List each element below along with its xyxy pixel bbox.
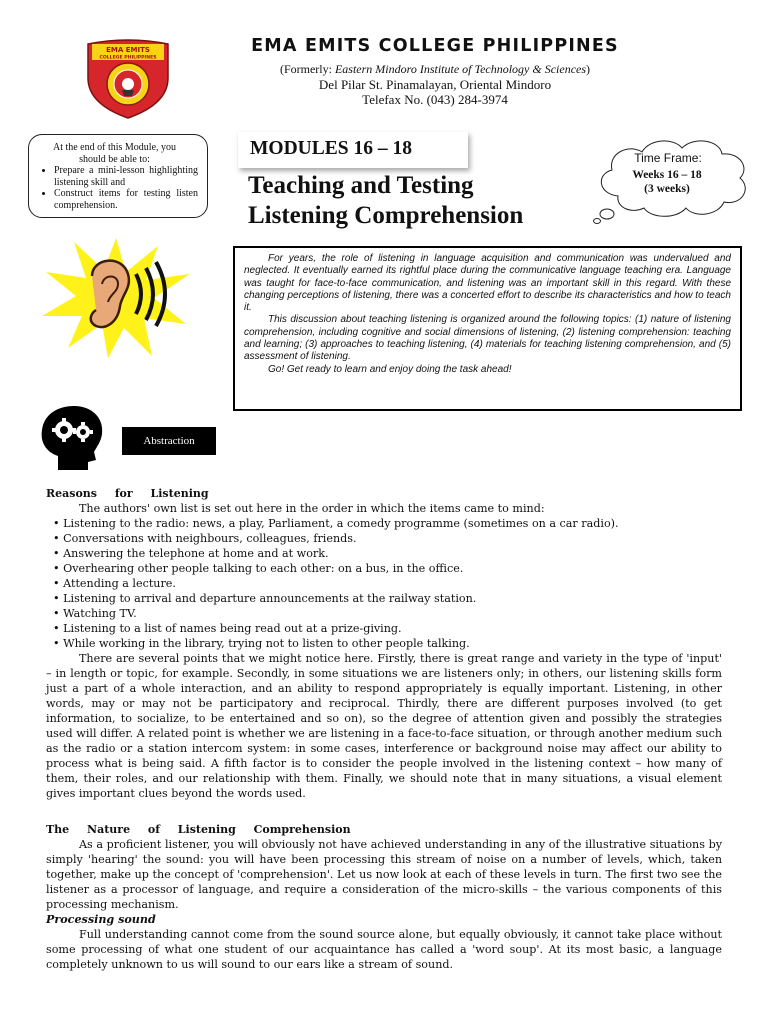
former-name: (Formerly: Eastern Mindoro Institute of Technology & Sciences) xyxy=(279,62,591,76)
objective-item: • Prepare a mini-lesson highlighting listening skill and xyxy=(54,165,198,188)
learning-objectives-box xyxy=(28,134,208,218)
subsection-heading: Processing sound xyxy=(46,913,156,926)
body-paragraph: Full understanding cannot come from the sound source alone, but equally obviously, it cannot take place without some processing of what one student of our acquaintance has called a 'word soup'. At its most basic, a language completely unknown to us will sound to our ears like a stream of sound. xyxy=(46,928,722,971)
list-item: • Answering the telephone at home and at work. xyxy=(46,546,722,561)
body-paragraph: As a proficient listener, you will obviously not have achieved understanding in any of the illustrative situations by simply 'hearing' the sound: you will have been processing this stream of noise on a number of levels, which, taken together, make up the concept of 'comprehension'. Let us now look at each of these levels in turn. The first two see the listener as a processor of language, and require a consideration of the micro-skills – the various components of this processing mechanism. xyxy=(46,838,722,911)
module-title-line2: Listening Comprehension xyxy=(248,202,524,229)
head-gears-icon xyxy=(36,404,106,472)
reasons-list xyxy=(46,516,722,651)
list-item: • Listening to the radio: news, a play, Parliament, a comedy programme (sometimes on a car radio). xyxy=(46,516,722,531)
list-item: • While working in the library, trying not to listen to other people talking. xyxy=(46,636,722,651)
introduction-box xyxy=(233,246,742,411)
logo-text-top: EMA EMITS xyxy=(106,46,150,54)
logo-text-bottom: COLLEGE PHILIPPINES xyxy=(99,55,157,61)
list-item: • Overhearing other people talking to each other: on a bus, in the office. xyxy=(46,561,722,576)
modules-label: MODULES 16 – 18 xyxy=(238,132,468,168)
list-item: • Listening to arrival and departure announcements at the railway station. xyxy=(46,591,722,606)
list-item: • Listening to a list of names being read out at a prize-giving. xyxy=(46,621,722,636)
list-item: • Watching TV. xyxy=(46,606,722,621)
ear-burst-icon xyxy=(40,236,192,360)
intro-paragraph: For years, the role of listening in language acquisition and communication was undervalued and neglected. It eventually earned its rightful place during the communicative language teaching era. Language was taught for face-to-face communication, and listening was an important skill in this regard. With these changing perceptions of listening, there was a concerted effort to describe its characteristics and how to teach it. xyxy=(244,253,731,314)
college-address: Del Pilar St. Pinamalayan, Oriental Mindoro xyxy=(318,77,552,92)
college-logo xyxy=(82,38,174,120)
body-paragraph: There are several points that we might notice here. Firstly, there is great range and variety in the type of 'input' – in length or topic, for example. Secondly, in some situations we are listeners only; in others, our listening skills form just a part of a whole interaction, and an ability to respond appropriately is equally important. Listening, in other words, may or may not be participatory and reciprocal. Thirdly, there are different purposes involved (to get information, to socialize, to be entertained and so on), so the degree of attention given and possibly the strategies used will differ. A related point is whether we are listening in a face-to-face situation, or through another medium such as the radio or a station intercom system: in some cases, interference or background noise may affect our ability to process what is being said. A fifth factor is to consider the people involved in the listening context – how many of them, their roles, and our relationship with them. Finally, we should note that in many situations, a visual element gives important clues beyond the words used. xyxy=(46,652,722,800)
time-frame-weeks: Weeks 16 – 18 (3 weeks) xyxy=(632,169,702,195)
intro-paragraph: Go! Get ready to learn and enjoy doing the task ahead! xyxy=(268,363,512,375)
objective-item: • Construct items for testing listen comprehension. xyxy=(54,188,198,211)
college-telefax: Telefax No. (043) 284-3974 xyxy=(362,92,508,107)
section-heading: The Nature of Listening Comprehension xyxy=(46,823,351,836)
module-title-line1: Teaching and Testing xyxy=(248,172,474,199)
body-paragraph: The authors' own list is set out here in the order in which the items came to mind: xyxy=(79,502,545,515)
reasons-section xyxy=(46,486,722,801)
time-frame-label: Time Frame: xyxy=(634,151,702,165)
list-item: • Attending a lecture. xyxy=(46,576,722,591)
section-heading: Reasons for Listening xyxy=(46,487,209,500)
list-item: • Conversations with neighbours, colleagues, friends. xyxy=(46,531,722,546)
intro-paragraph: This discussion about teaching listening is organized around the following topics: (1) nature of listening comprehension, including cognitive and social dimensions of listening, (2) listening comprehension: teaching and learning; (3) approaches to teaching listening, (4) materials for teaching listening comprehension, and (5) assessment of listening. xyxy=(244,314,731,363)
abstraction-label: Abstraction xyxy=(122,427,216,455)
objectives-intro: At the end of this Module, you should be able to: xyxy=(52,142,177,165)
nature-section xyxy=(46,822,722,972)
college-name: EMA EMITS COLLEGE PHILIPPINES xyxy=(251,36,619,56)
